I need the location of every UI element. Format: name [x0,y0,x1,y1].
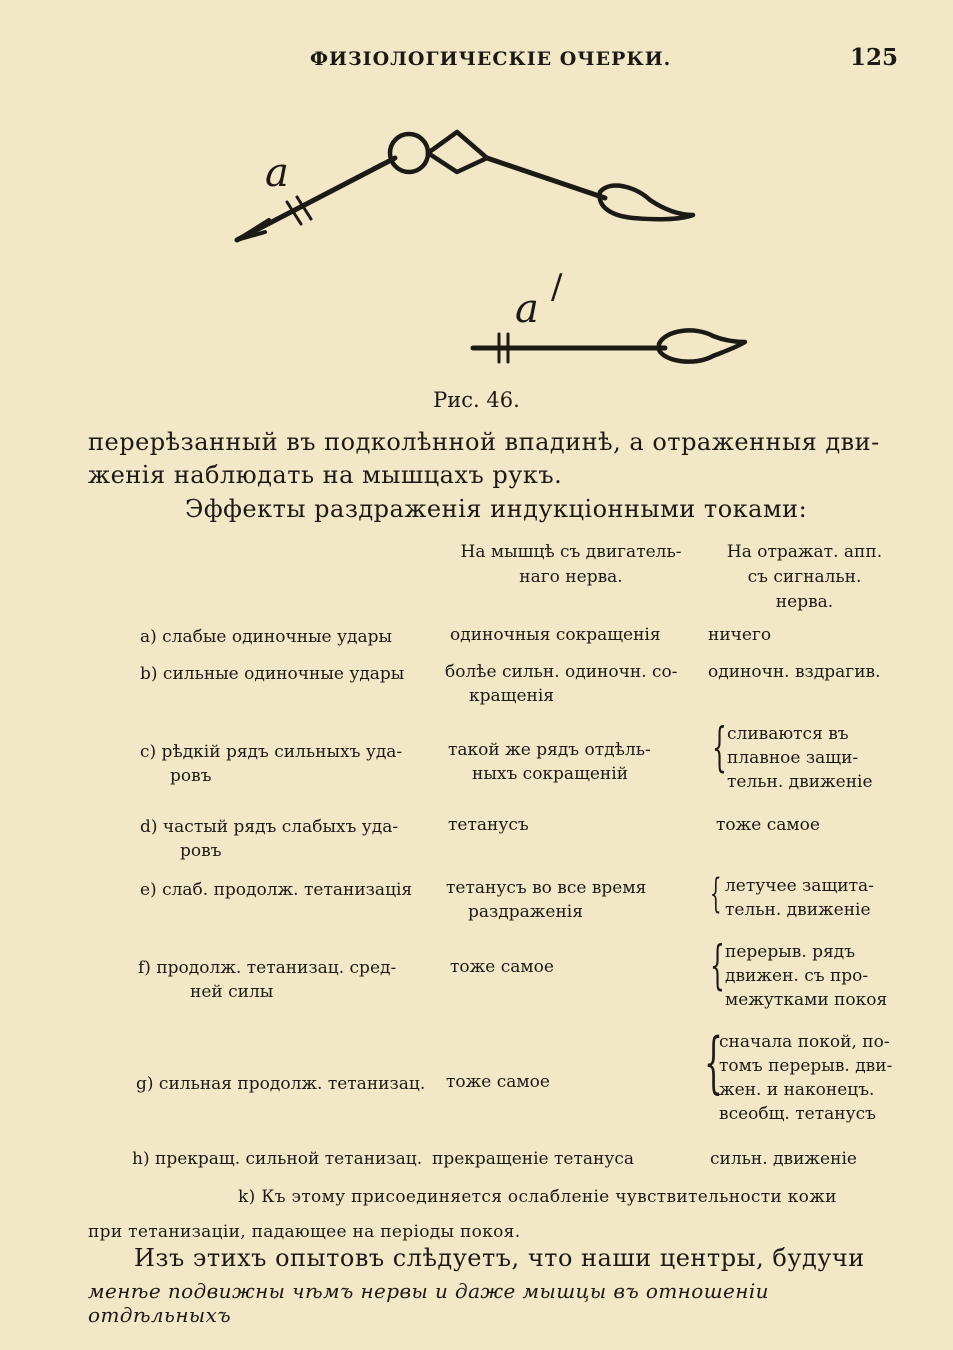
paragraph-1-line: перерѣзанный въ подколѣнной впадинѣ, а отраженныя дви- [88,428,880,456]
cell-line: движен. съ про- [725,966,869,986]
cell-line: сильн. движеніе [710,1149,857,1169]
cell-line: тельн. движеніе [725,900,871,920]
cell-line: f) продолж. тетанизац. сред- [138,958,397,978]
cell-line: кращенія [469,686,554,706]
diagram-a-prime [473,330,745,362]
label-a: a [265,150,289,196]
cell-line: ровъ [170,766,212,786]
table-row-b-stimulus [140,662,440,686]
table-row-f-muscle [450,955,705,979]
muscle-a-prime [659,330,745,361]
column-header-line: нерва. [775,592,834,612]
curly-brace-icon: { [710,871,722,917]
table-row-e-stimulus [140,878,440,902]
cell-line: ровъ [180,841,222,861]
table-row-c-stimulus [140,740,440,788]
cell-line: тоже самое [716,815,820,835]
paragraph-2-line: Изъ этихъ опытовъ слѣдуетъ, что наши центры, будучи [134,1244,865,1272]
cell-line: тетанусъ [448,815,529,835]
table-row-b-muscle [445,660,700,708]
cell-line: e) слаб. продолж. тетанизація [140,880,413,900]
column-header-muscle [440,540,702,590]
cell-line: ныхъ сокращеній [472,764,629,784]
table-row-g-muscle [446,1070,701,1094]
table-row-f-stimulus [138,956,438,1004]
column-header-line: наго нерва. [519,567,623,587]
cell-line: болѣе сильн. одиночн. со- [445,662,678,682]
cell-line: перерыв. рядъ [725,942,856,962]
muscle-a [600,186,693,220]
cell-line: всеобщ. тетанусъ [719,1104,876,1124]
curly-brace-icon: { [710,936,725,996]
column-header-reflex [712,540,897,615]
table-row-c-muscle [448,738,703,786]
cell-line: c) рѣдкій рядъ сильныхъ уда- [140,742,403,762]
cell-line: ничего [708,625,772,645]
table-row-f-reflex [710,936,898,1012]
cell-line: тельн. движеніе [727,772,873,792]
table-row-b-reflex [708,660,898,684]
cell-line: такой же рядъ отдѣль- [448,740,651,760]
table-row-c-reflex [712,718,898,794]
column-header-line: съ сигнальн. [747,567,862,587]
table-row-h-muscle [432,1147,692,1171]
note-line: k) Къ этому присоединяется ослабленіе чувствительности кожи [238,1187,837,1207]
cell-line: ней силы [190,982,274,1002]
nerve-cell-circle [390,134,428,172]
cell-line: томъ перерыв. дви- [719,1056,893,1076]
paragraph-1 [88,426,893,492]
figure-46 [225,120,765,380]
cell-line: одиночныя сокращенія [450,625,661,645]
table-row-a-stimulus [140,625,440,649]
nerve-cell-rhombus [428,132,487,172]
cell-line: тетанусъ во все время [446,878,647,898]
table-row-h-stimulus [132,1147,442,1171]
curly-brace-icon: { [712,718,727,778]
table-row-g-stimulus [136,1072,441,1096]
page-number: 125 [850,44,899,71]
cell-line: b) сильные одиночные удары [140,664,405,684]
cell-line: g) сильная продолж. тетанизац. [136,1074,426,1094]
cell-line: сливаются въ [727,724,849,744]
cell-line: тоже самое [446,1072,550,1092]
cell-line: сначала покой, по- [719,1032,890,1052]
cell-line: плавное защи- [727,748,859,768]
table-row-d-muscle [448,813,703,837]
nerve-line-a-right [487,158,605,198]
column-header-line: На мышцѣ съ двигатель- [460,542,682,562]
cell-line: межутками покоя [725,990,888,1010]
cell-line: раздраженія [468,902,583,922]
column-header-line: На отражат. апп. [726,542,883,562]
nerve-line-a [237,158,395,240]
table-row-a-reflex [708,623,898,647]
paragraph-1-line: женія наблюдать на мышцахъ рукъ. [88,461,563,489]
table-row-a-muscle [450,623,700,647]
table-row-d-stimulus [140,815,440,863]
cell-line: летучее защита- [725,876,874,896]
label-a-prime: a [515,286,539,332]
arrow-head-a [237,220,269,240]
figure-caption: Рис. 46. [433,388,520,412]
italic-continuation: менѣе подвижны чѣмъ нервы и даже мышцы въ отношеніи отдѣльныхъ [88,1279,769,1327]
paragraph-2 [134,1242,894,1275]
table-row-e-reflex [710,871,898,922]
cell-line: прекращеніе тетануса [432,1149,635,1169]
table-heading: Эффекты раздраженія индукціонными токами: [185,495,808,523]
cell-line: жен. и наконецъ. [719,1080,875,1100]
cell-line: a) слабые одиночные удары [140,627,393,647]
curly-brace-icon: { [704,1024,723,1101]
cell-line: h) прекращ. сильной тетанизац. [132,1149,423,1169]
table-row-h-reflex [710,1147,898,1171]
diagram-a [237,132,693,240]
table-row-d-reflex [716,813,898,837]
cell-line: d) частый рядъ слабыхъ уда- [140,817,399,837]
table-row-g-reflex [704,1024,898,1126]
cell-line: тоже самое [450,957,554,977]
cell-line: одиночн. вздрагив. [708,662,881,682]
table-note-k [88,1180,898,1250]
note-line: при тетанизаціи, падающее на періоды покоя. [88,1222,521,1242]
table-row-e-muscle [446,876,701,924]
running-title: ФИЗІОЛОГИЧЕСКІЕ ОЧЕРКИ. [310,48,672,70]
label-a-prime-mark: / [551,267,563,307]
